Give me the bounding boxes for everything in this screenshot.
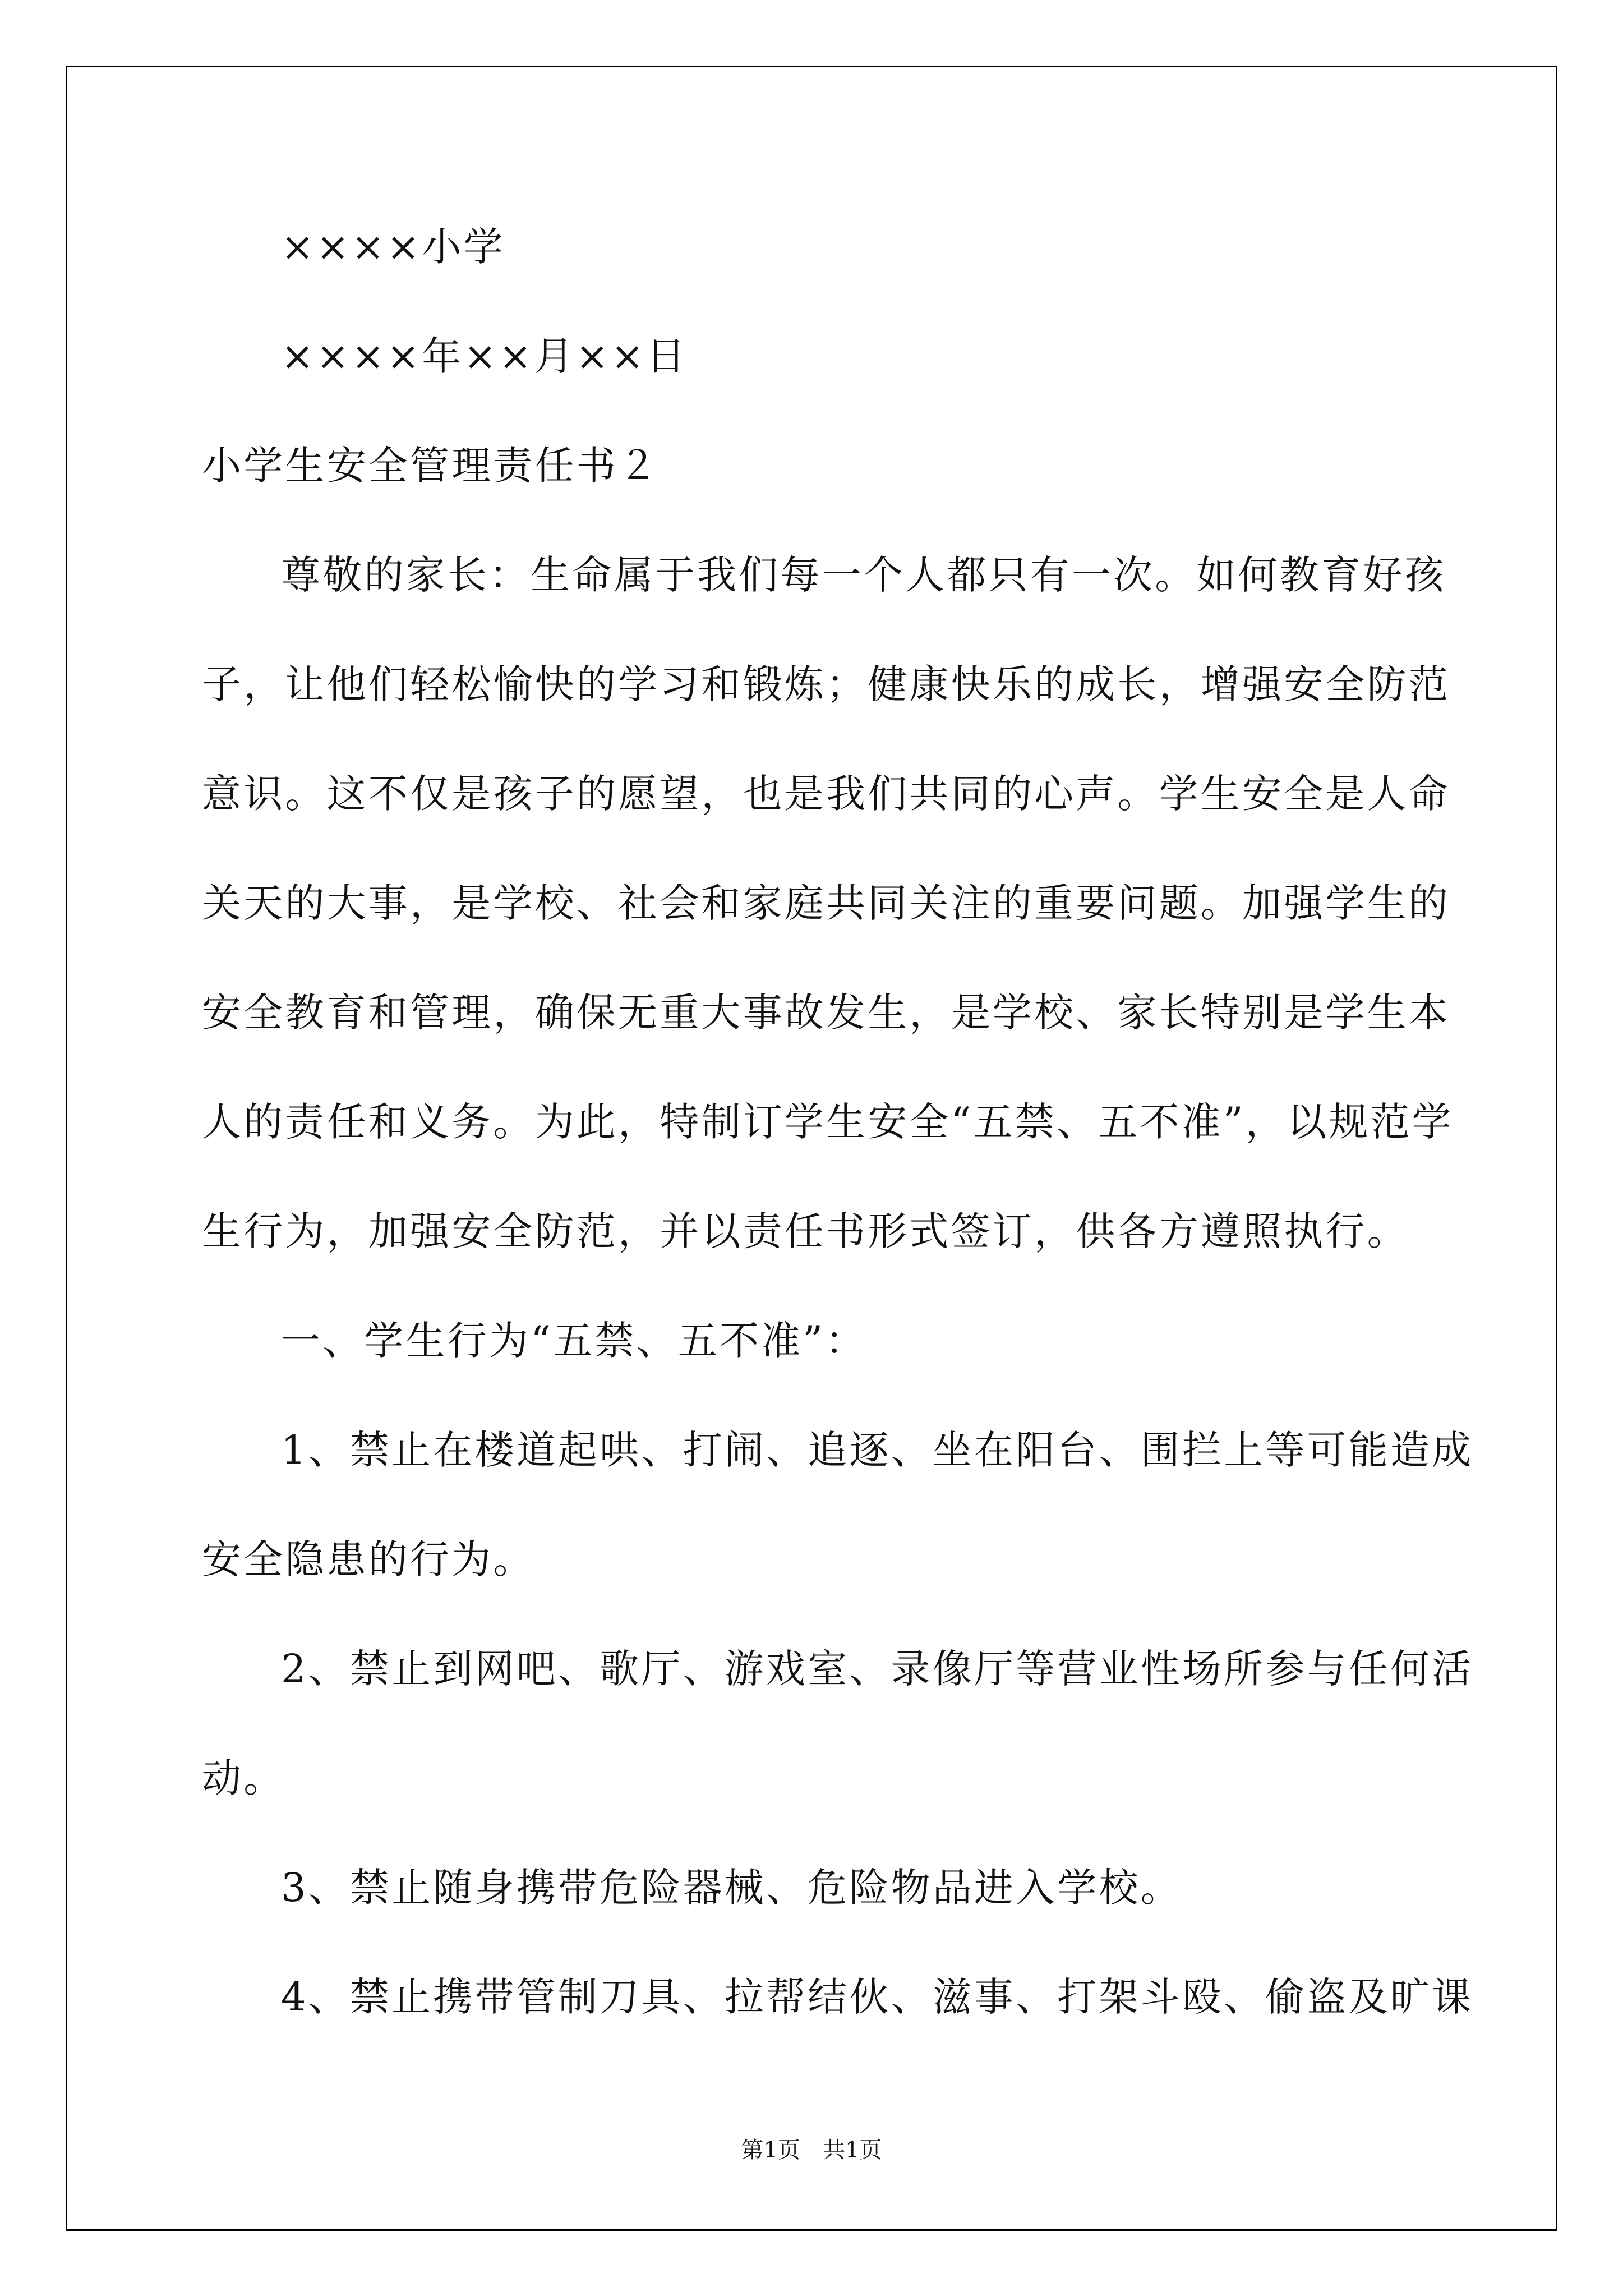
paragraph-line: 关天的大事，是学校、社会和家庭共同关注的重要问题。加强学生的 <box>202 880 1450 926</box>
paragraph-line: 子，让他们轻松愉快的学习和锻炼；健康快乐的成长，增强安全防范 <box>202 661 1450 707</box>
paragraph-line: 人的责任和义务。为此，特制订学生安全“五禁、五不准”，以规范学 <box>202 1099 1454 1145</box>
paragraph-line: 意识。这不仅是孩子的愿望，也是我们共同的心声。学生安全是人命 <box>202 771 1450 817</box>
list-item-line: 4、禁止携带管制刀具、拉帮结伙、滋事、打架斗殴、偷盗及旷课 <box>281 1974 1474 2020</box>
list-item-line: 1、禁止在楼道起哄、打闹、追逐、坐在阳台、围拦上等可能造成 <box>281 1427 1474 1473</box>
signature-school: ××××小学 <box>281 224 505 270</box>
signature-date: ××××年××月××日 <box>281 333 688 379</box>
list-item-line: 安全隐患的行为。 <box>202 1536 535 1582</box>
page-number-footer: 第1页 共1页 <box>741 2137 882 2163</box>
paragraph-line: 尊敬的家长：生命属于我们每一个人都只有一次。如何教育好孩 <box>281 552 1446 598</box>
paragraph-line: 生行为，加强安全防范，并以责任书形式签订，供各方遵照执行。 <box>202 1208 1409 1254</box>
list-item-line: 动。 <box>202 1755 285 1801</box>
section-heading: 一、学生行为“五禁、五不准”： <box>281 1318 867 1364</box>
paragraph-line: 安全教育和管理，确保无重大事故发生，是学校、家长特别是学生本 <box>202 990 1450 1036</box>
list-item-line: 3、禁止随身携带危险器械、危险物品进入学校。 <box>281 1865 1182 1911</box>
document-heading: 小学生安全管理责任书２ <box>202 443 660 489</box>
list-item-line: 2、禁止到网吧、歌厅、游戏室、录像厅等营业性场所参与任何活 <box>281 1646 1474 1692</box>
